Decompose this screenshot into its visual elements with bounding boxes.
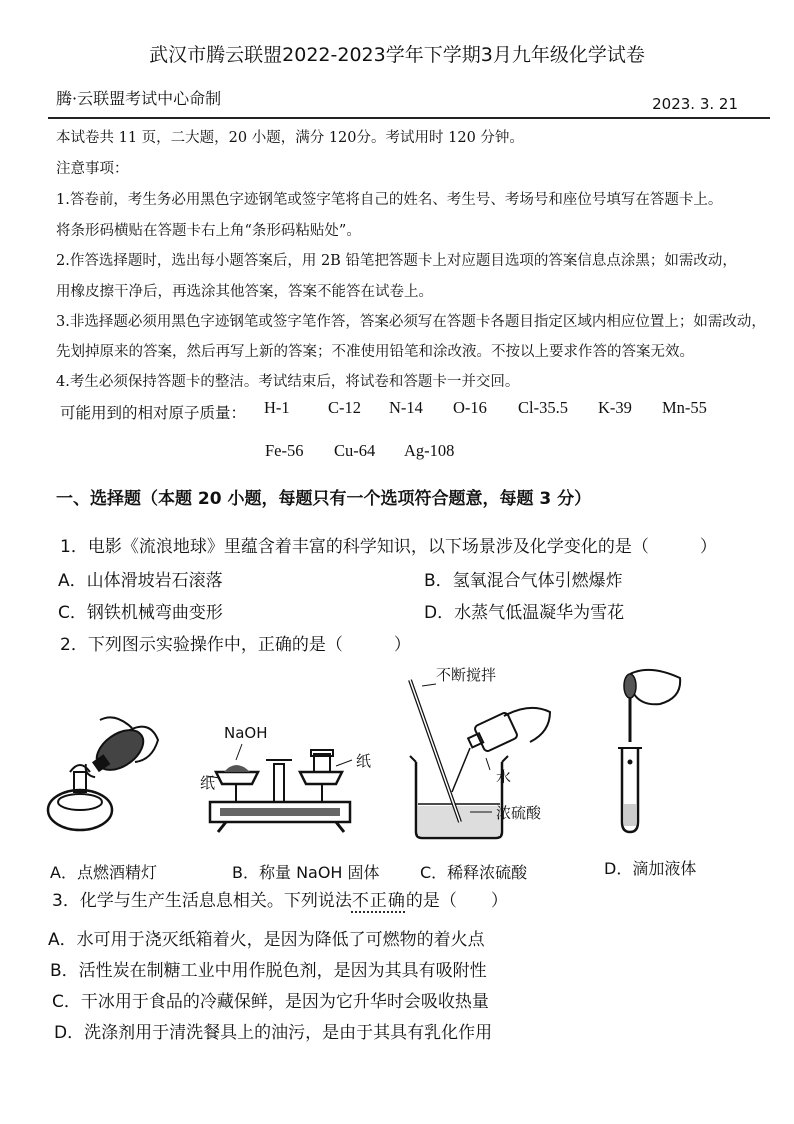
question-2-option-c: C．稀释浓硫酸 [420, 863, 528, 882]
exam-intro: 本试卷共 11 页，二大题，20 小题，满分 120分。考试用时 120 分钟。 [56, 130, 524, 146]
section-heading: 一、选择题（本题 20 小题，每题只有一个选项符合题意，每题 3 分） [56, 489, 592, 509]
mass-item: O-16 [453, 398, 487, 417]
header-divider [48, 117, 770, 119]
question-2-option-a: A．点燃酒精灯 [50, 863, 157, 882]
label-water: 水 [496, 768, 512, 786]
notice-line: 1.答卷前，考生务必用黑色字迹钢笔或签字笔将自己的姓名、考生号、考场号和座位号填写在答题卡上。 [56, 192, 723, 208]
notice-title: 注意事项： [56, 161, 129, 177]
mass-item: Cu-64 [334, 441, 376, 460]
page-title: 武汉市腾云联盟2022-2023学年下学期3月九年级化学试卷 [149, 44, 645, 66]
question-1-option-d: D．水蒸气低温凝华为雪花 [424, 603, 625, 623]
mass-item: H-1 [264, 398, 290, 417]
question-2-option-b: B．称量 NaOH 固体 [232, 863, 380, 882]
label-stir: 不断搅拌 [436, 666, 497, 684]
emphasis-not-correct: 不正确 [351, 891, 406, 911]
question-3-option-c: C．干冰用于食品的冷藏保鲜，是因为它升华时会吸收热量 [52, 992, 489, 1012]
question-3-option-a: A．水可用于浇灭纸箱着火，是因为降低了可燃物的着火点 [48, 930, 485, 950]
label-paper-right: 纸 [356, 752, 372, 770]
mass-item: N-14 [389, 398, 423, 417]
question-2-option-d: D．滴加液体 [604, 859, 697, 878]
question-1-stem: 1．电影《流浪地球》里蕴含着丰富的科学知识，以下场景涉及化学变化的是（ ） [60, 537, 717, 557]
mass-item: Ag-108 [404, 441, 455, 460]
question-3-option-d: D．洗涤剂用于清洗餐具上的油污，是由于其具有乳化作用 [54, 1023, 493, 1043]
notice-line: 用橡皮擦干净后，再选涂其他答案，答案不能答在试卷上。 [56, 284, 433, 300]
mass-item: K-39 [598, 398, 632, 417]
notice-line: 4.考生必须保持答题卡的整洁。考试结束后，将试卷和答题卡一并交回。 [56, 374, 520, 390]
figure-dropper [600, 664, 690, 839]
notice-line: 将条形码横贴在答题卡右上角“条形码粘贴处”。 [56, 223, 361, 239]
figure-alcohol-lamp [40, 710, 160, 840]
mass-item: Fe-56 [265, 441, 304, 460]
mass-item: C-12 [328, 398, 361, 417]
notice-line: 先划掉原来的答案，然后再写上新的答案；不准使用铅笔和涂改液。不按以上要求作答的答案无效。 [56, 344, 694, 360]
label-acid: 浓硫酸 [496, 804, 542, 822]
question-3-option-b: B．活性炭在制糖工业中用作脱色剂，是因为其具有吸附性 [50, 961, 487, 981]
label-paper-left: 纸 [200, 774, 216, 792]
question-1-option-a: A．山体滑坡岩石滚落 [58, 571, 223, 591]
question-3-stem-start: 3．化学与生产生活息息相关。下列说法 [52, 891, 352, 911]
label-naoh: NaOH [224, 724, 268, 742]
question-1-option-b: B．氢氧混合气体引燃爆炸 [424, 571, 623, 591]
figure-balance [196, 740, 376, 840]
question-3-stem-end: 的是（ ） [405, 891, 508, 911]
notice-line: 3.非选择题必须用黑色字迹钢笔或签字笔作答，答案必须写在答题卡各题目指定区域内相应位置上；如需改动， [56, 314, 766, 330]
exam-organizer: 腾·云联盟考试中心命制 [56, 89, 222, 108]
exam-date: 2023. 3. 21 [652, 95, 738, 113]
question-3-stem [52, 886, 508, 911]
question-1-option-c: C．钢铁机械弯曲变形 [58, 603, 223, 623]
notice-line: 2.作答选择题时，选出每小题答案后，用 2B 铅笔把答题卡上对应题目选项的答案信息点涂黑；如需改动， [56, 253, 737, 269]
masses-label: 可能用到的相对原子质量： [60, 404, 247, 422]
question-2-stem: 2．下列图示实验操作中，正确的是（ ） [60, 635, 411, 655]
mass-item: Mn-55 [662, 398, 707, 417]
mass-item: Cl-35.5 [518, 398, 568, 417]
